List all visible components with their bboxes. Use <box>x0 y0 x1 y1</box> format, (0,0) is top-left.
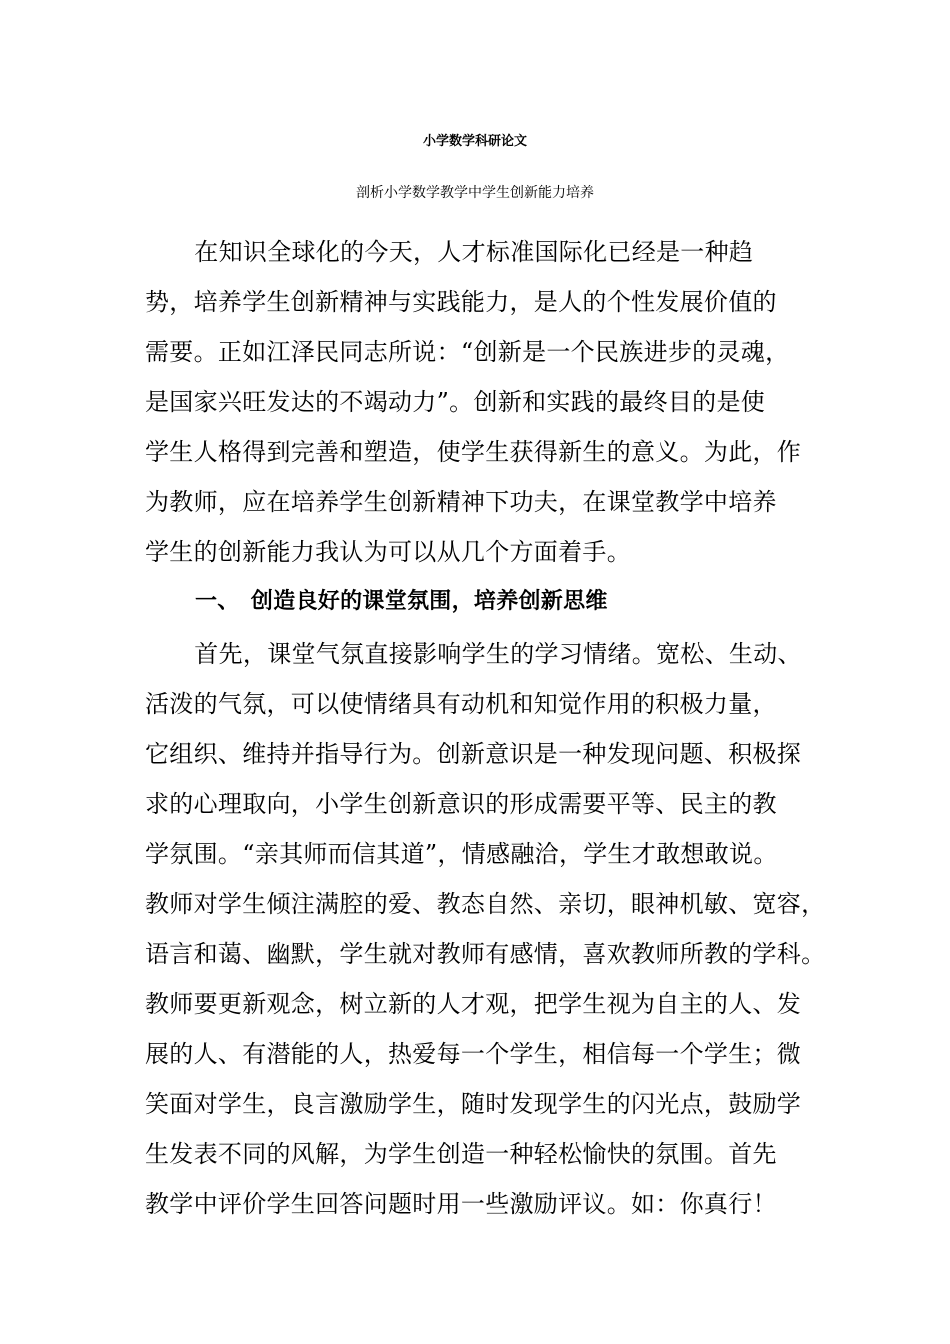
paragraph-line: 学生人格得到完善和塑造，使学生获得新生的意义。为此，作 <box>145 438 802 466</box>
paragraph-line: 需要。正如江泽民同志所说：“创新是一个民族进步的灵魂， <box>145 338 790 366</box>
paragraph-line: 学生的创新能力我认为可以从几个方面着手。 <box>145 538 631 566</box>
paragraph-line: 教师对学生倾注满腔的爱、教态自然、亲切，眼神机敏、宽容， <box>145 890 826 918</box>
document-subtitle: 剖析小学数学教学中学生创新能力培养 <box>356 185 594 201</box>
paragraph-line: 教师要更新观念，树立新的人才观，把学生视为自主的人、发 <box>145 990 802 1018</box>
paragraph-line: 生发表不同的风解，为学生创造一种轻松愉快的氛围。首先 <box>145 1140 777 1168</box>
paragraph-line: 它组织、维持并指导行为。创新意识是一种发现问题、积极探 <box>145 740 802 768</box>
section-heading: 一、 创造良好的课堂氛围，培养创新思维 <box>195 589 608 614</box>
paragraph-line: 活泼的气氛，可以使情绪具有动机和知觉作用的积极力量， <box>145 690 777 718</box>
document-title: 小学数学科研论文 <box>422 134 527 149</box>
paragraph-line: 教学中评价学生回答问题时用一些激励评议。如：你真行！ <box>145 1190 777 1218</box>
paragraph-line: 势，培养学生创新精神与实践能力，是人的个性发展价值的 <box>145 288 777 316</box>
paragraph-line: 在知识全球化的今天，人才标准国际化已经是一种趋 <box>170 238 754 266</box>
paragraph-line: 展的人、有潜能的人，热爱每一个学生，相信每一个学生；微 <box>145 1040 802 1068</box>
paragraph-line: 语言和蔼、幽默，学生就对教师有感情，喜欢教师所教的学科。 <box>145 940 826 968</box>
paragraph-line: 为教师，应在培养学生创新精神下功夫，在课堂教学中培养 <box>145 488 777 516</box>
paragraph-line: 首先，课堂气氛直接影响学生的学习情绪。宽松、生动、 <box>170 640 802 668</box>
paragraph-line: 学氛围。“亲其师而信其道”，情感融洽，学生才敢想敢说。 <box>145 840 778 868</box>
paragraph-line: 是国家兴旺发达的不竭动力”。创新和实践的最终目的是使 <box>145 388 766 416</box>
paragraph-line: 求的心理取向，小学生创新意识的形成需要平等、民主的教 <box>145 790 777 818</box>
paragraph-line: 笑面对学生，良言激励学生，随时发现学生的闪光点，鼓励学 <box>145 1090 802 1118</box>
